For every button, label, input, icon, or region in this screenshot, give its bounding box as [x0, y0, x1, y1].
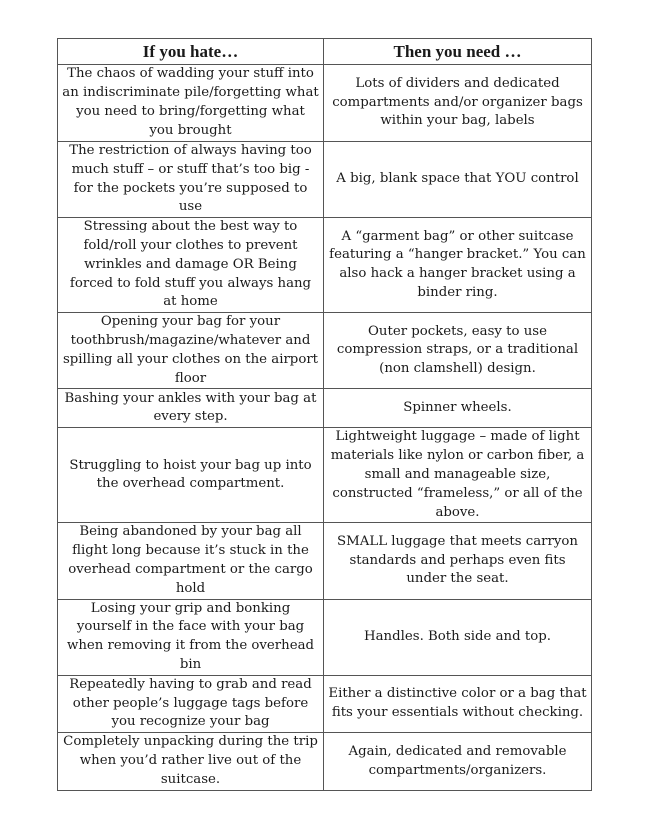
table-row [58, 65, 592, 142]
header-row [58, 39, 592, 65]
table-row [58, 389, 592, 428]
need-cell: SMALL luggage that meets carryon standards and perhaps even fits under the seat. [324, 523, 592, 599]
need-cell: Lightweight luggage – made of light materials like nylon or carbon fiber, a small and manageable size, constructed “frameless,” or all of the above. [324, 428, 592, 523]
header-if-you-hate: If you hate… [58, 39, 324, 65]
hate-cell: Completely unpacking during the trip when you’d rather live out of the suitcase. [58, 733, 324, 791]
hate-cell: Bashing your ankles with your bag at every step. [58, 389, 324, 428]
hate-cell: The chaos of wadding your stuff into an indiscriminate pile/forgetting what you need to bring/forgetting what you brought [58, 65, 324, 142]
need-cell: Outer pockets, easy to use compression straps, or a traditional (non clamshell) design. [324, 313, 592, 389]
table-row [58, 675, 592, 732]
hate-cell: Struggling to hoist your bag up into the overhead compartment. [58, 428, 324, 523]
table-row [58, 142, 592, 218]
table-row [58, 428, 592, 523]
hate-cell: The restriction of always having too much stuff – or stuff that’s too big - for the pockets you’re supposed to use [58, 142, 324, 218]
need-cell: Again, dedicated and removable compartments/organizers. [324, 733, 592, 791]
need-cell: A “garment bag” or other suitcase featuring a “hanger bracket.” You can also hack a hanger bracket using a binder ring. [324, 218, 592, 313]
header-then-you-need: Then you need … [324, 39, 592, 65]
hate-cell: Being abandoned by your bag all flight long because it’s stuck in the overhead compartment or the cargo hold [58, 523, 324, 599]
hate-cell: Losing your grip and bonking yourself in the face with your bag when removing it from the overhead bin [58, 599, 324, 675]
hate-cell: Stressing about the best way to fold/roll your clothes to prevent wrinkles and damage OR Being forced to fold stuff you always hang at home [58, 218, 324, 313]
need-cell: Spinner wheels. [324, 389, 592, 428]
need-cell: Handles. Both side and top. [324, 599, 592, 675]
table-row [58, 599, 592, 675]
need-cell: A big, blank space that YOU control [324, 142, 592, 218]
table-row [58, 733, 592, 791]
hate-need-table [57, 38, 592, 791]
hate-cell: Opening your bag for your toothbrush/magazine/whatever and spilling all your clothes on the airport floor [58, 313, 324, 389]
hate-cell: Repeatedly having to grab and read other people’s luggage tags before you recognize your bag [58, 675, 324, 732]
table-row [58, 218, 592, 313]
need-cell: Lots of dividers and dedicated compartments and/or organizer bags within your bag, labels [324, 65, 592, 142]
need-cell: Either a distinctive color or a bag that fits your essentials without checking. [324, 675, 592, 732]
table-row [58, 313, 592, 389]
table-row [58, 523, 592, 599]
